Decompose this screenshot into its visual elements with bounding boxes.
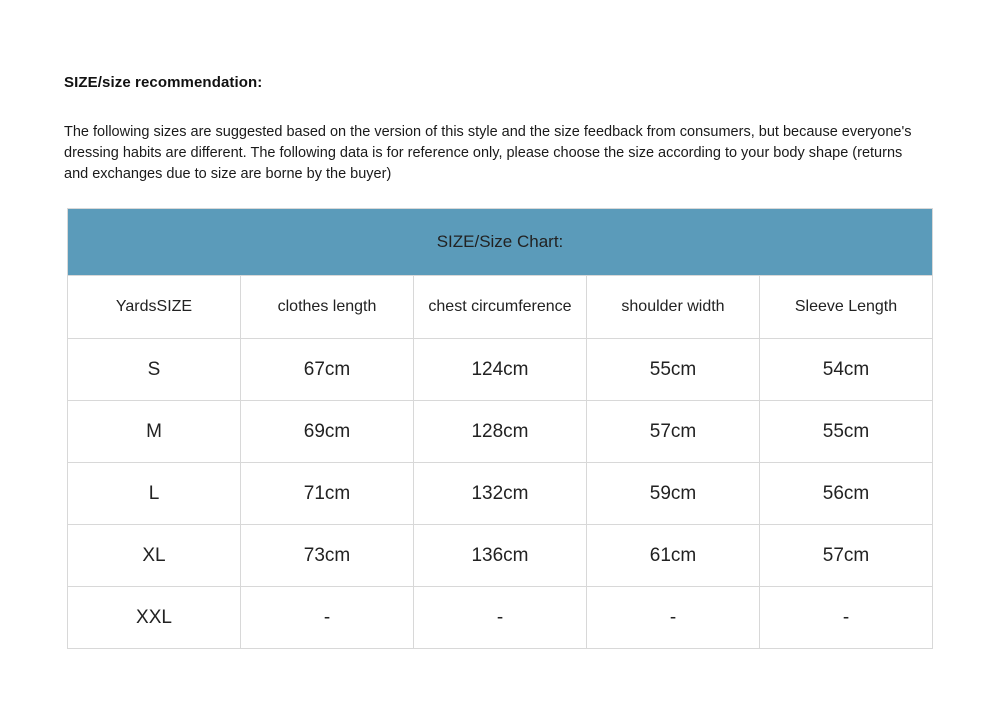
column-header-shoulder-width: shoulder width (587, 276, 760, 339)
cell-clothes-length: 73cm (241, 525, 414, 587)
cell-shoulder-width: 61cm (587, 525, 760, 587)
intro-paragraph: The following sizes are suggested based on the version of this style and the size feedback from consumers, but because everyone's dressing habits are different. The following data is for reference only, please choose the size according to your body shape (returns and exchanges due to size are borne by the buyer) (64, 124, 912, 182)
cell-size: L (68, 463, 241, 525)
column-header-clothes-length: clothes length (241, 276, 414, 339)
table-row (68, 587, 933, 649)
chart-title: SIZE/Size Chart: (68, 209, 933, 276)
cell-size: S (68, 339, 241, 401)
size-table-container (67, 208, 933, 649)
cell-size: XXL (68, 587, 241, 649)
cell-sleeve-length: 56cm (760, 463, 933, 525)
chart-title-row (68, 209, 933, 276)
cell-sleeve-length: 55cm (760, 401, 933, 463)
cell-chest-circumference: - (414, 587, 587, 649)
table-row (68, 525, 933, 587)
size-chart-table (67, 208, 933, 649)
cell-sleeve-length: 54cm (760, 339, 933, 401)
table-header-row (68, 276, 933, 339)
cell-shoulder-width: 55cm (587, 339, 760, 401)
cell-chest-circumference: 132cm (414, 463, 587, 525)
cell-clothes-length: - (241, 587, 414, 649)
column-header-sleeve-length: Sleeve Length (760, 276, 933, 339)
cell-sleeve-length: - (760, 587, 933, 649)
cell-clothes-length: 71cm (241, 463, 414, 525)
page-title: SIZE/size recommendation: (64, 74, 263, 91)
table-row (68, 401, 933, 463)
column-header-chest-circumference: chest circumference (414, 276, 587, 339)
cell-sleeve-length: 57cm (760, 525, 933, 587)
cell-shoulder-width: 59cm (587, 463, 760, 525)
table-row (68, 463, 933, 525)
cell-chest-circumference: 128cm (414, 401, 587, 463)
cell-clothes-length: 67cm (241, 339, 414, 401)
cell-shoulder-width: - (587, 587, 760, 649)
cell-size: M (68, 401, 241, 463)
cell-chest-circumference: 136cm (414, 525, 587, 587)
cell-shoulder-width: 57cm (587, 401, 760, 463)
cell-size: XL (68, 525, 241, 587)
cell-chest-circumference: 124cm (414, 339, 587, 401)
column-header-size: YardsSIZE (68, 276, 241, 339)
table-row (68, 339, 933, 401)
cell-clothes-length: 69cm (241, 401, 414, 463)
